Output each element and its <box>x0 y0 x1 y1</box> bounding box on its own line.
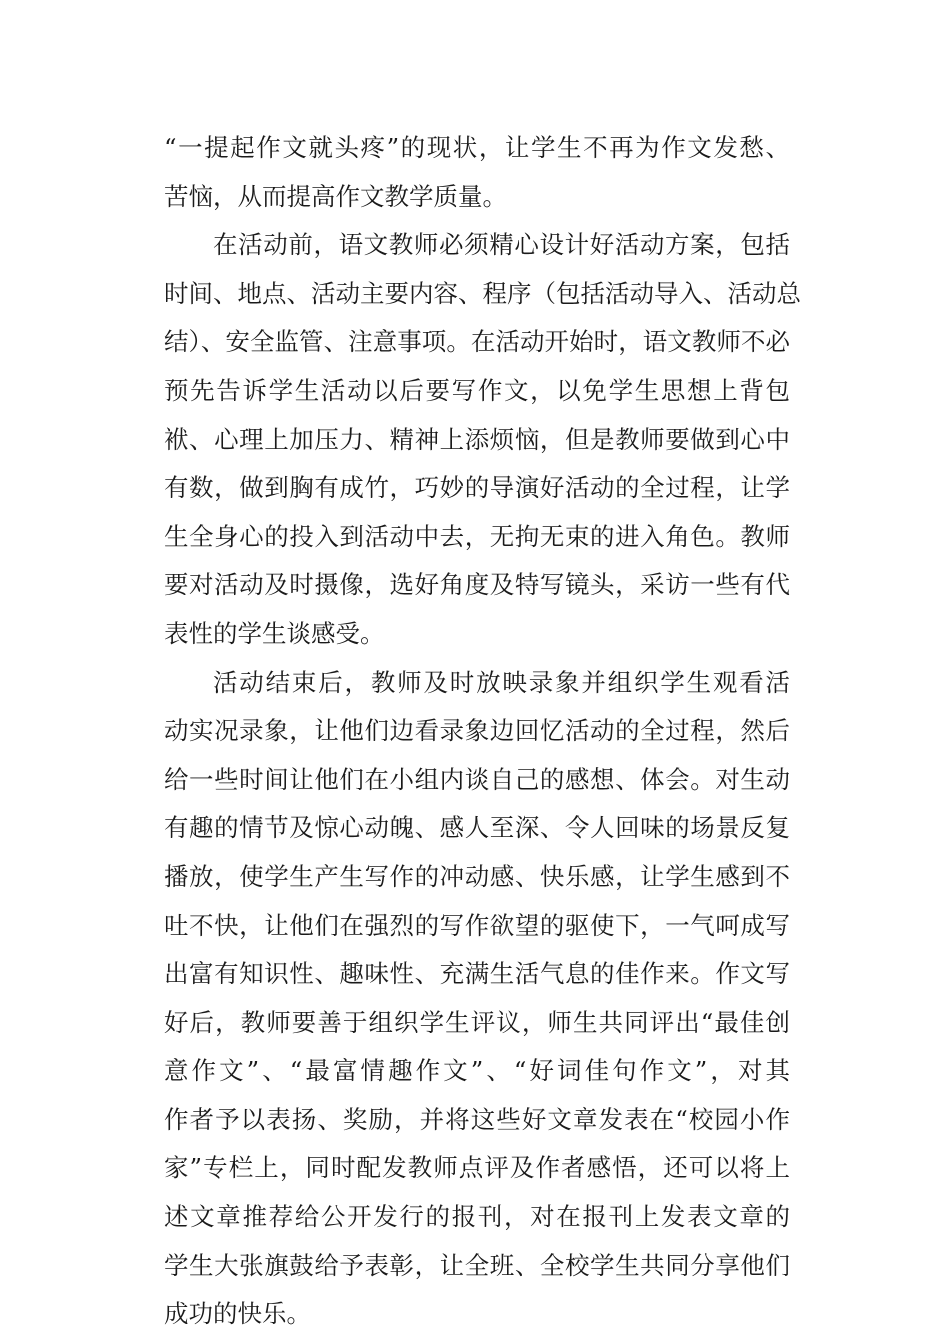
text-line: 生全身心的投入到活动中去，无拘无束的进入角色。教师 <box>164 521 790 551</box>
paragraph-2 <box>164 221 801 658</box>
text-line: 在活动前，语文教师必须精心设计好活动方案，包括 <box>213 230 790 260</box>
text-line: 出富有知识性、趣味性、充满生活气息的佳作来。作文写 <box>164 959 790 989</box>
text-line: 有数，做到胸有成竹，巧妙的导演好活动的全过程，让学 <box>164 473 790 503</box>
text-line: 时间、地点、活动主要内容、程序（包括活动导入、活动总 <box>164 278 801 308</box>
text-line: 苦恼，从而提高作文教学质量。 <box>164 181 507 211</box>
text-line: 作者予以表扬、奖励，并将这些好文章发表在“校园小作 <box>164 1104 790 1134</box>
text-line: 家”专栏上，同时配发教师点评及作者感悟，还可以将上 <box>164 1153 790 1183</box>
text-line: 要对活动及时摄像，选好角度及特写镜头，采访一些有代 <box>164 570 790 600</box>
text-line: 述文章推荐给公开发行的报刊，对在报刊上发表文章的 <box>164 1202 790 1232</box>
document-body <box>164 124 801 1339</box>
text-line: “一提起作文就头疼”的现状，让学生不再为作文发愁、 <box>164 133 790 162</box>
text-line: 成功的快乐。 <box>164 1299 311 1329</box>
paragraph-3 <box>164 659 790 1339</box>
paragraph-1 <box>164 124 790 221</box>
text-line: 意作文”、“最富情趣作文”、“好词佳句作文”，对其 <box>164 1056 790 1086</box>
text-line: 动实况录象，让他们边看录象边回忆活动的全过程，然后 <box>164 716 790 746</box>
text-line: 播放，使学生产生写作的冲动感、快乐感，让学生感到不 <box>164 861 790 891</box>
text-line: 结）、安全监管、注意事项。在活动开始时，语文教师不必 <box>164 327 790 357</box>
text-line: 有趣的情节及惊心动魄、感人至深、令人回味的场景反复 <box>164 813 790 843</box>
text-line: 表性的学生谈感受。 <box>164 618 385 648</box>
text-line: 活动结束后，教师及时放映录象并组织学生观看活 <box>213 667 790 697</box>
text-line: 吐不快，让他们在强烈的写作欲望的驱使下，一气呵成写 <box>164 910 790 940</box>
text-line: 给一些时间让他们在小组内谈自己的感想、体会。对生动 <box>164 764 790 794</box>
text-line: 预先告诉学生活动以后要写作文，以免学生思想上背包 <box>164 375 790 405</box>
text-line: 袱、心理上加压力、精神上添烦恼，但是教师要做到心中 <box>164 424 790 454</box>
text-line: 好后，教师要善于组织学生评议，师生共同评出“最佳创 <box>164 1007 790 1037</box>
text-line: 学生大张旗鼓给予表彰，让全班、全校学生共同分享他们 <box>164 1250 790 1280</box>
